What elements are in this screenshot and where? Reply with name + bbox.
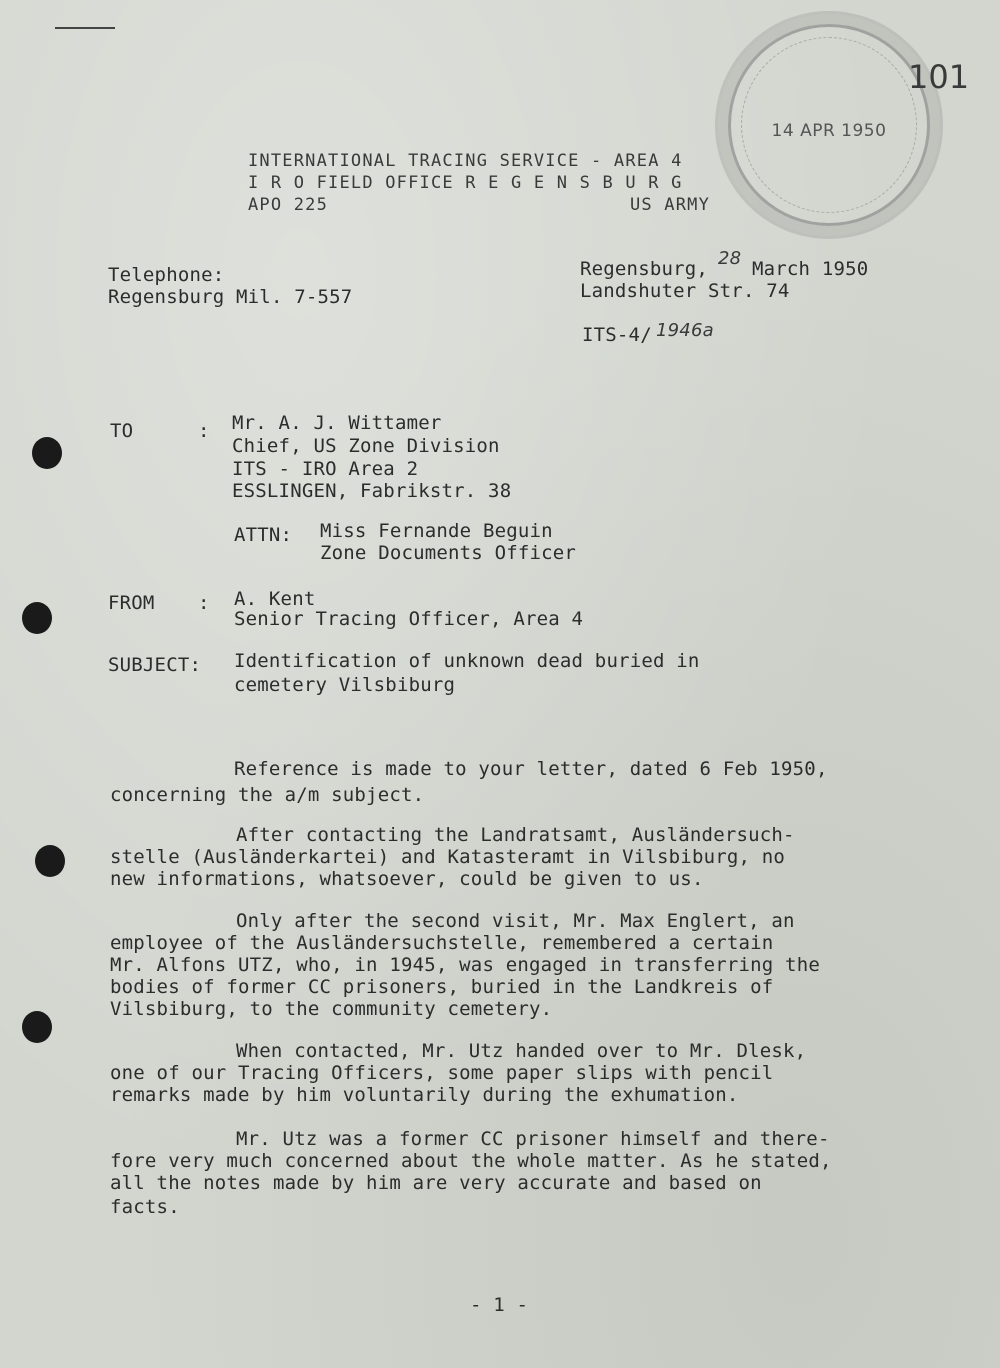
body-line: bodies of former CC prisoners, buried in the Landkreis of	[110, 976, 774, 998]
body-line: stelle (Ausländerkartei) and Katasteramt in Vilsbiburg, no	[110, 846, 786, 868]
page-number: - 1 -	[470, 1294, 529, 1316]
punch-hole	[22, 602, 52, 634]
body-line: When contacted, Mr. Utz handed over to Mr. Dlesk,	[236, 1040, 807, 1062]
body-line: remarks made by him voluntarily during the exhumation.	[110, 1084, 739, 1106]
body-line: all the notes made by him are very accurate and based on	[110, 1172, 762, 1194]
body-line: Mr. Utz was a former CC prisoner himself and there-	[236, 1128, 830, 1150]
place-month-year: March 1950	[752, 258, 869, 280]
received-date-stamp	[728, 24, 930, 226]
to-line: ESSLINGEN, Fabrikstr. 38	[232, 480, 512, 502]
subject-line: cemetery Vilsbiburg	[234, 674, 456, 696]
body-line: Vilsbiburg, to the community cemetery.	[110, 998, 553, 1020]
attn-line: Zone Documents Officer	[320, 542, 577, 564]
body-line: Mr. Alfons UTZ, who, in 1945, was engaged in transferring the	[110, 954, 820, 976]
header-apo: APO 225	[248, 195, 329, 215]
place-street: Landshuter Str. 74	[580, 280, 790, 302]
from-label: FROM	[108, 592, 155, 614]
body-line: facts.	[110, 1196, 180, 1218]
body-line: concerning the a/m subject.	[110, 784, 425, 806]
to-label: TO	[110, 420, 134, 442]
body-line: After contacting the Landratsamt, Ausländersuch-	[236, 824, 795, 846]
punch-hole	[35, 845, 65, 877]
header-us-army: US ARMY	[630, 195, 711, 215]
punch-hole	[22, 1011, 52, 1043]
body-line: new informations, whatsoever, could be given to us.	[110, 868, 704, 890]
body-line: fore very much concerned about the whole matter. As he stated,	[110, 1150, 832, 1172]
from-colon: :	[198, 592, 210, 614]
place-day-handwritten: 28	[718, 248, 742, 269]
subject-line: Identification of unknown dead buried in	[234, 650, 700, 672]
header-line-2: I R O FIELD OFFICE R E G E N S B U R G	[248, 173, 683, 193]
body-line: Only after the second visit, Mr. Max Englert, an	[236, 910, 795, 932]
body-line: Reference is made to your letter, dated 6 Feb 1950,	[234, 758, 828, 780]
from-line: A. Kent	[234, 588, 316, 610]
to-line: Chief, US Zone Division	[232, 435, 500, 457]
reference-prefix: ITS-4/	[582, 324, 652, 346]
to-colon: :	[198, 420, 210, 442]
subject-label: SUBJECT:	[108, 654, 202, 676]
telephone-label: Telephone:	[108, 264, 225, 286]
body-line: one of our Tracing Officers, some paper slips with pencil	[110, 1062, 774, 1084]
to-line: Mr. A. J. Wittamer	[232, 412, 442, 434]
to-line: ITS - IRO Area 2	[232, 458, 419, 480]
header-line-1: INTERNATIONAL TRACING SERVICE - AREA 4	[248, 151, 683, 171]
punch-hole	[32, 437, 62, 469]
attn-label: ATTN:	[234, 524, 293, 546]
from-line: Senior Tracing Officer, Area 4	[234, 608, 584, 630]
handwritten-page-number: 101	[908, 58, 970, 96]
top-edge-mark	[55, 27, 115, 29]
reference-handwritten: 1946a	[656, 320, 714, 341]
telephone-number: Regensburg Mil. 7-557	[108, 286, 353, 308]
place-city: Regensburg,	[580, 258, 709, 280]
stamp-date: 14 APR 1950	[771, 121, 887, 141]
attn-line: Miss Fernande Beguin	[320, 520, 553, 542]
body-line: employee of the Ausländersuchstelle, remembered a certain	[110, 932, 774, 954]
